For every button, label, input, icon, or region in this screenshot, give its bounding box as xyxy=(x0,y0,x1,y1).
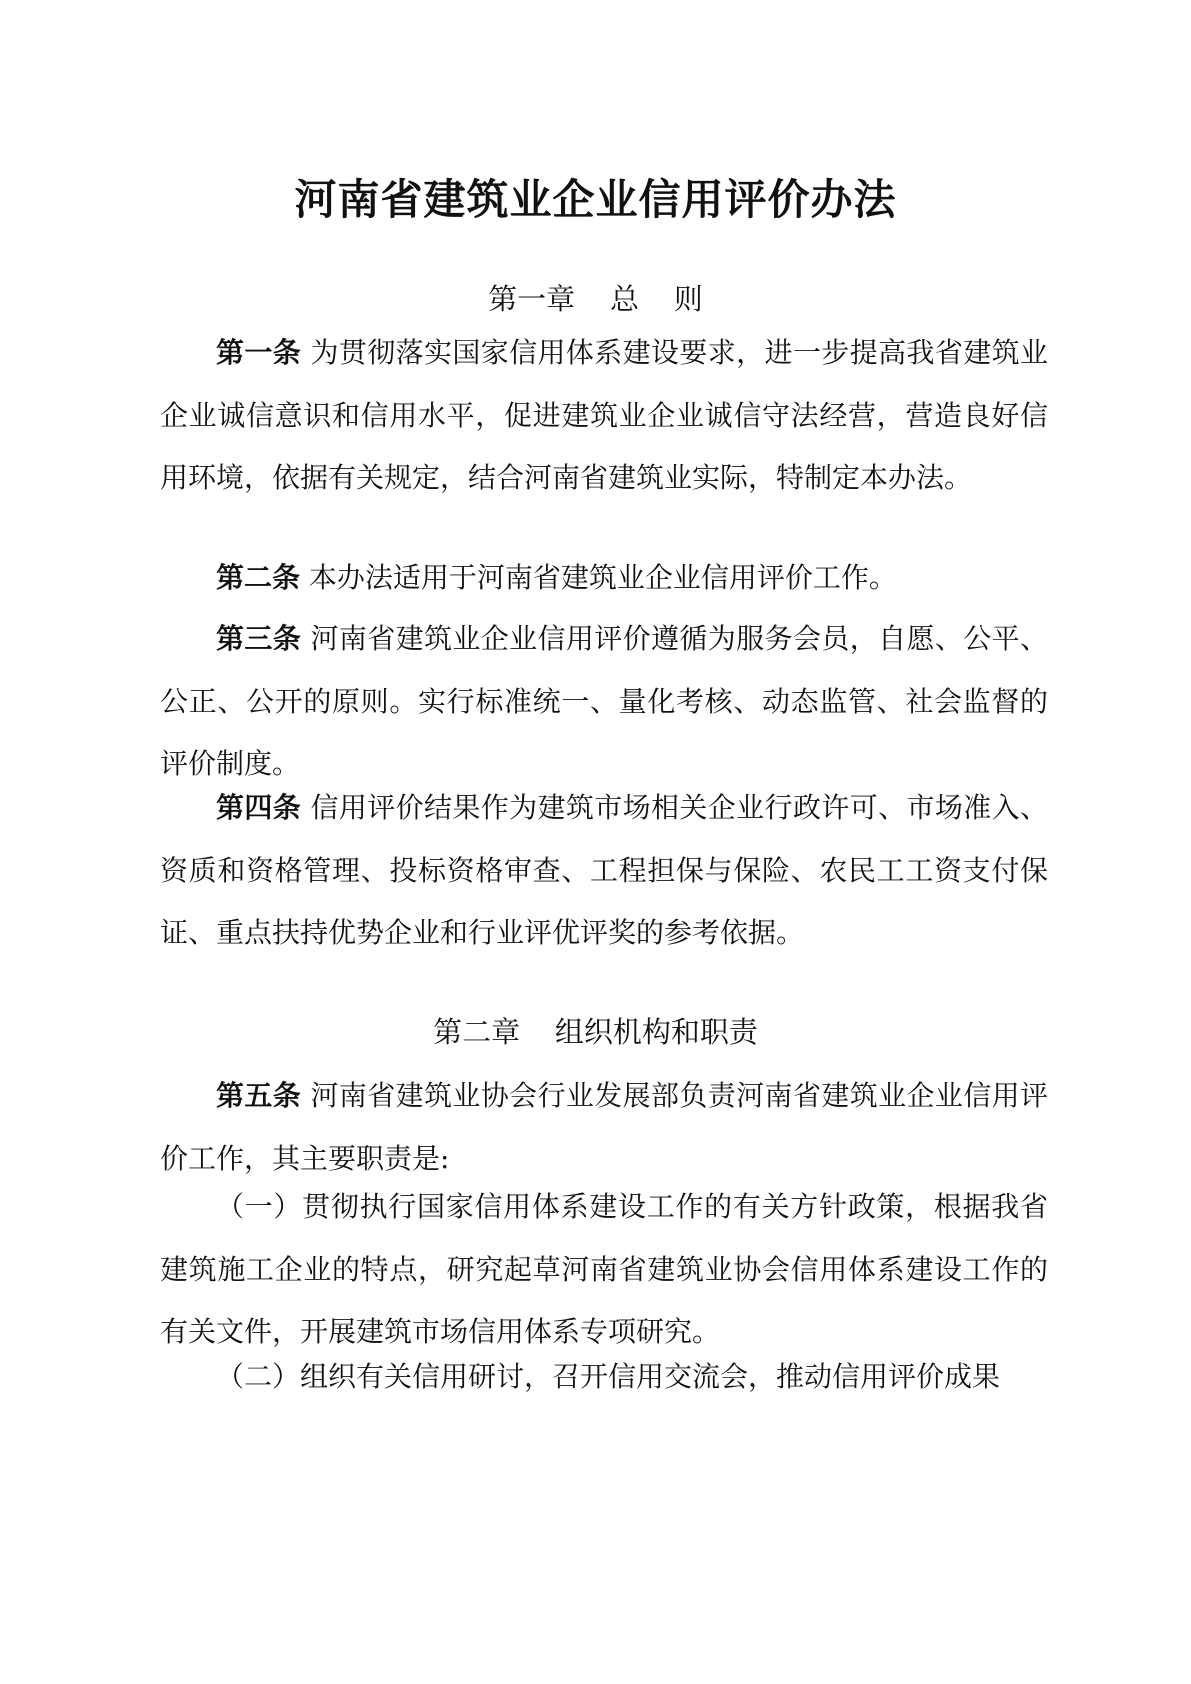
article-3 xyxy=(160,608,1048,796)
article-4-text: 信用评价结果作为建筑市场相关企业行政许可、市场准入、资质和资格管理、投标资格审查、工程担保与保险、农民工工资支付保证、重点扶持优势企业和行业评优评奖的参考依据。 xyxy=(160,791,1048,949)
article-2-label: 第二条 xyxy=(216,561,301,594)
article-1-text: 为贯彻落实国家信用体系建设要求，进一步提高我省建筑业企业诚信意识和信用水平，促进建筑业企业诚信守法经营，营造良好信用环境，依据有关规定，结合河南省建筑业实际，特制定本办法。 xyxy=(160,336,1048,494)
article-1 xyxy=(160,322,1048,510)
article-2 xyxy=(160,547,1048,610)
chapter-1-number: 第一章 xyxy=(488,282,576,316)
article-3-text: 河南省建筑业企业信用评价遵循为服务会员，自愿、公平、公正、公开的原则。实行标准统一、量化考核、动态监管、社会监督的评价制度。 xyxy=(160,622,1048,780)
chapter-1-name-tail: 则 xyxy=(673,282,703,316)
chapter-2-name: 组织机构和职责 xyxy=(554,1015,758,1049)
article-4-label: 第四条 xyxy=(216,791,302,824)
duty-item-1-text: （一）贯彻执行国家信用体系建设工作的有关方针政策，根据我省建筑施工企业的特点，研究起草河南省建筑业协会信用体系建设工作的有关文件，开展建筑市场信用体系专项研究。 xyxy=(160,1190,1048,1348)
article-5-text: 河南省建筑业协会行业发展部负责河南省建筑业企业信用评价工作，其主要职责是: xyxy=(160,1079,1048,1175)
document-title: 河南省建筑业企业信用评价办法 xyxy=(294,175,897,224)
article-2-text: 本办法适用于河南省建筑业企业信用评价工作。 xyxy=(308,561,897,594)
article-5 xyxy=(160,1065,1048,1190)
article-4 xyxy=(160,777,1048,965)
chapter-2-heading xyxy=(0,1012,1191,1052)
article-3-label: 第三条 xyxy=(216,622,302,655)
duty-item-2 xyxy=(160,1346,1048,1409)
chapter-1-name: 总 xyxy=(609,282,639,316)
article-1-label: 第一条 xyxy=(216,336,302,369)
article-5-label: 第五条 xyxy=(216,1079,302,1112)
duty-item-1 xyxy=(160,1176,1048,1364)
duty-item-2-text: （二）组织有关信用研讨，召开信用交流会，推动信用评价成果 xyxy=(216,1360,1001,1393)
chapter-2-number: 第二章 xyxy=(433,1015,521,1049)
chapter-1-heading xyxy=(0,279,1191,319)
